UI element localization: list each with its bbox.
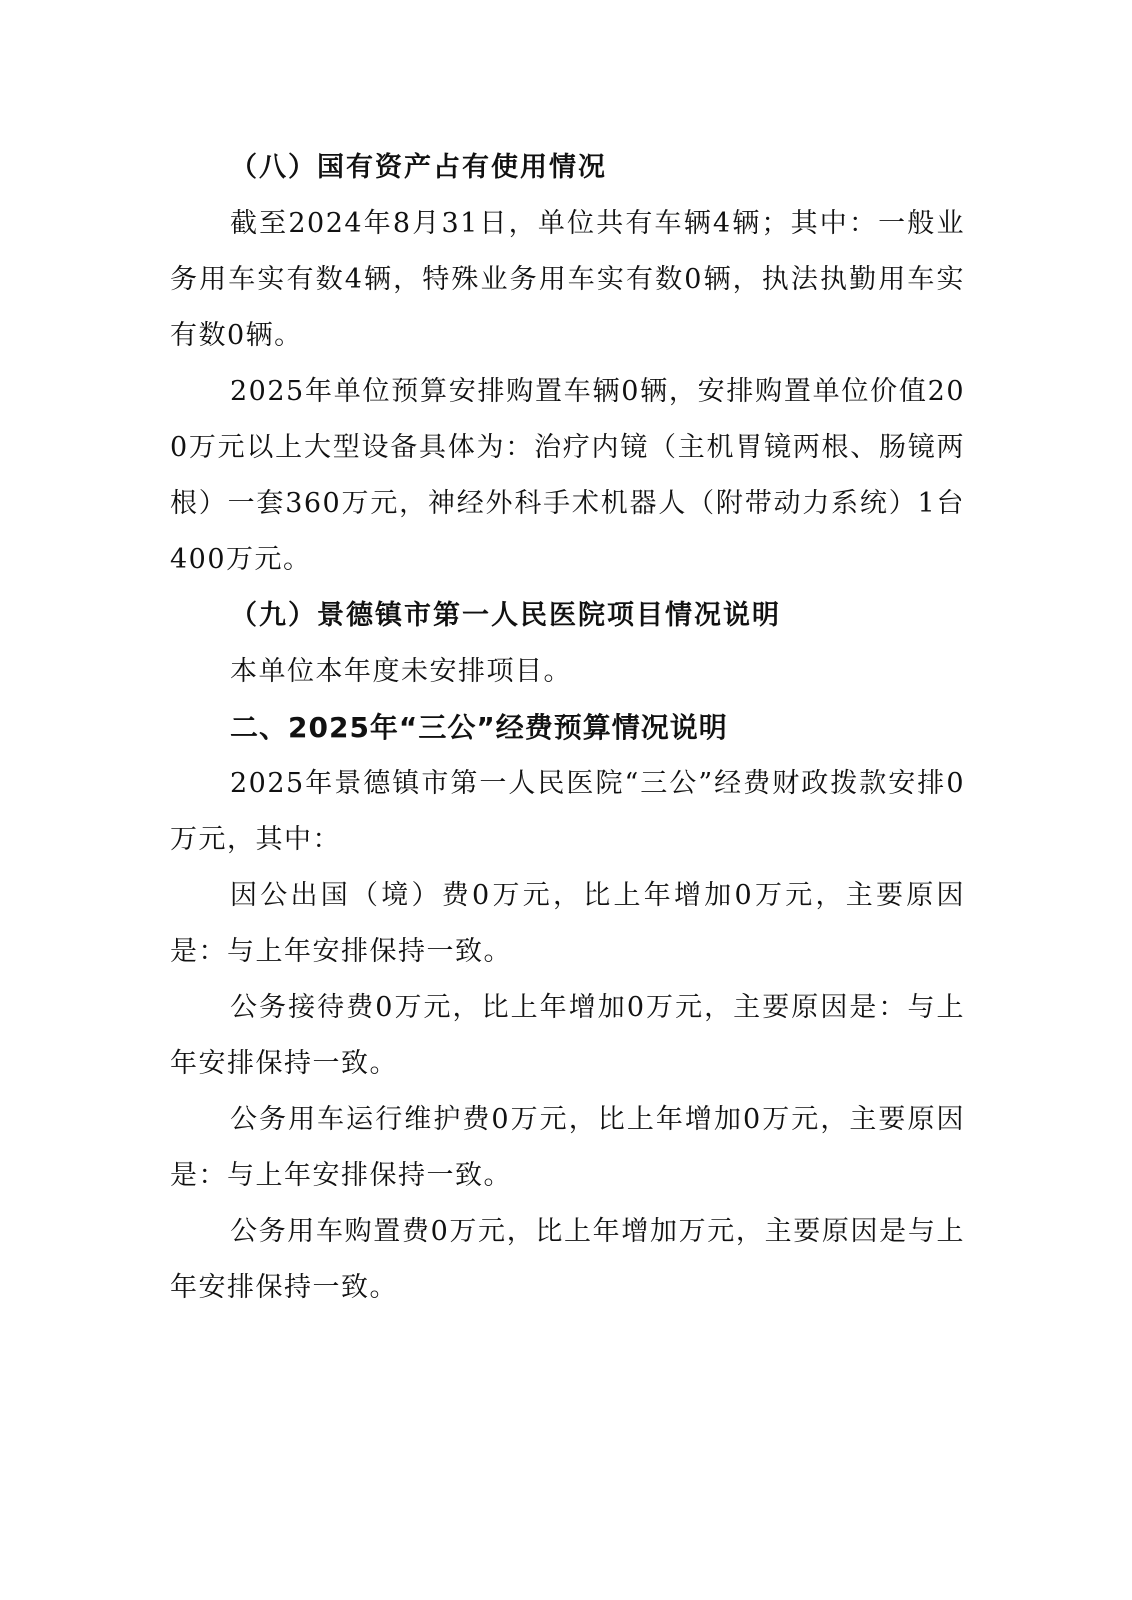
paragraph-vehicle-maintenance: 公务用车运行维护费0万元，比上年增加0万元，主要原因是：与上年安排保持一致。 [170,1104,965,1191]
paragraph-sangong-summary: 2025年景德镇市第一人民医院“三公”经费财政拨款安排0万元，其中： [170,768,965,855]
paragraph-vehicle-purchase: 公务用车购置费0万元，比上年增加万元，主要原因是与上年安排保持一致。 [170,1216,965,1303]
paragraph-overseas-travel: 因公出国（境）费0万元，比上年增加0万元，主要原因是：与上年安排保持一致。 [170,880,965,967]
paragraph-equipment: 2025年单位预算安排购置车辆0辆，安排购置单位价值200万元以上大型设备具体为：治疗内镜（主机胃镜两根、肠镜两根）一套360万元，神经外科手术机器人（附带动力系统）1台400万元。 [170,376,965,575]
paragraph-projects: 本单位本年度未安排项目。 [230,656,572,687]
document-page [170,140,965,1316]
section-heading-2: 二、2025年“三公”经费预算情况说明 [230,711,728,744]
section-heading-8: （八）国有资产占有使用情况 [230,152,607,183]
paragraph-vehicles: 截至2024年8月31日，单位共有车辆4辆；其中：一般业务用车实有数4辆，特殊业务用车实有数0辆，执法执勤用车实有数0辆。 [170,208,965,351]
paragraph-official-reception: 公务接待费0万元，比上年增加0万元，主要原因是：与上年安排保持一致。 [170,992,965,1079]
section-heading-9: （九）景德镇市第一人民医院项目情况说明 [230,600,781,631]
